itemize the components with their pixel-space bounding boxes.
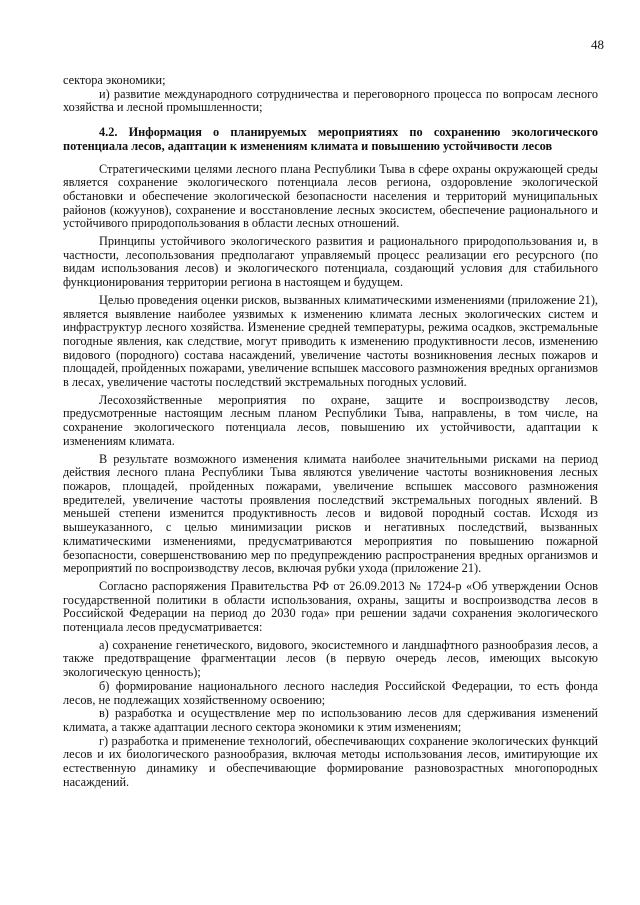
paragraph: Стратегическими целями лесного плана Республики Тыва в сфере охраны окружающей среды является сохранение экологического потенциала лесов региона, оздоровление экологической обстановки и обеспечение экологической безопасности населения и территорий муниципальных районов (кожуунов), сохранение и восстановление лесных экосистем, обеспечение рационального и устойчивого природопользования в области лесных отношений.: [63, 161, 598, 231]
paragraph: Принципы устойчивого экологического развития и рационального природопользования и, в частности, лесопользования предполагают управляемый процесс реализации его ресурсного (по видам использования лесов) и экологического потенциала, создающий условия для стабильного функционирования территории региона в настоящем и будущем.: [63, 234, 598, 290]
paragraph: Целью проведения оценки рисков, вызванных климатическими изменениями (приложение 21), является выявление наиболее уязвимых к изменению климата лесных экологических систем и инфраструктур лесного хозяйства. Изменение средней температуры, режима осадков, экстремальные погодные явления, как следствие, могут приводить к изменению продуктивности лесов, изменению видового (породного) состава насаждений, увеличение частоты возникновения лесных пожаров и площадей, пройденных пожарами, увеличение вспышек массового размножения вредных организмов в лесах, увеличение частоты последствий экстремальных погодных условий.: [63, 292, 598, 390]
paragraph: Согласно распоряжения Правительства РФ от 26.09.2013 № 1724-р «Об утверждении Основ государственной политики в области использования, охраны, защиты и воспроизводства лесов в Российской Федерации на период до 2030 года» при решении задачи сохранения экологического потенциала лесов предусматривается:: [63, 578, 598, 635]
list-item: б) формирование национального лесного наследия Российской Федерации, то есть фонда лесов, не подлежащих хозяйственному освоению;: [63, 678, 598, 707]
paragraph: В результате возможного изменения климата наиболее значительными рисками на период действия лесного плана Республики Тыва являются увеличение частоты возникновения лесных пожаров, площадей, пройденных пожарами, увеличение вспышек массового размножения вредителей, увеличение частоты проявления последствий экстремальных погодных явлений. В меньшей степени изменится продуктивность лесов и видовой породный состав. Исходя из вышеуказанного, с целью минимизации рисков и негативных последствий, вызванных климатическими изменениями, предусматриваются мероприятия по повышению пожарной безопасности, совершенствованию мер по предупреждению распространения вредных организмов и мероприятий по воспроизводству лесов, включая рубки ухода (приложение 21).: [63, 451, 598, 576]
intro-line: и) развитие международного сотрудничества и переговорного процесса по вопросам лесного хозяйства и лесной промышленности;: [63, 86, 598, 115]
list-item: в) разработка и осуществление мер по использованию лесов для сдерживания изменений климата, а также адаптации лесного сектора экономики к этим изменениям;: [63, 706, 598, 734]
page-number: 48: [591, 37, 604, 52]
page-content: [63, 74, 598, 789]
list-item: г) разработка и применение технологий, обеспечивающих сохранение экологических функций лесов и их биологического разнообразия, включая методы использования лесов, имитирующие их естественную динамику и обеспечивающие формирование разновозрастных многопородных насаждений.: [63, 733, 598, 789]
intro-line: сектора экономики;: [63, 73, 166, 87]
paragraph: Лесохозяйственные мероприятия по охране, защите и воспроизводству лесов, предусмотренные настоящим лесным планом Республики Тыва, направлены, в том числе, на сохранение экологического потенциала лесов, повышению их устойчивости, адаптации к изменениям климата.: [63, 392, 598, 448]
list-item: а) сохранение генетического, видового, экосистемного и ландшафтного разнообразия лесов, а также предотвращение фрагментации лесов (в первую очередь лесов, имеющих высокую экологическую ценность);: [63, 637, 598, 680]
section-heading: 4.2. Информация о планируемых мероприятиях по сохранению экологического потенциала лесов, адаптации к изменениям климата и повышению устойчивости лесов: [63, 125, 598, 153]
